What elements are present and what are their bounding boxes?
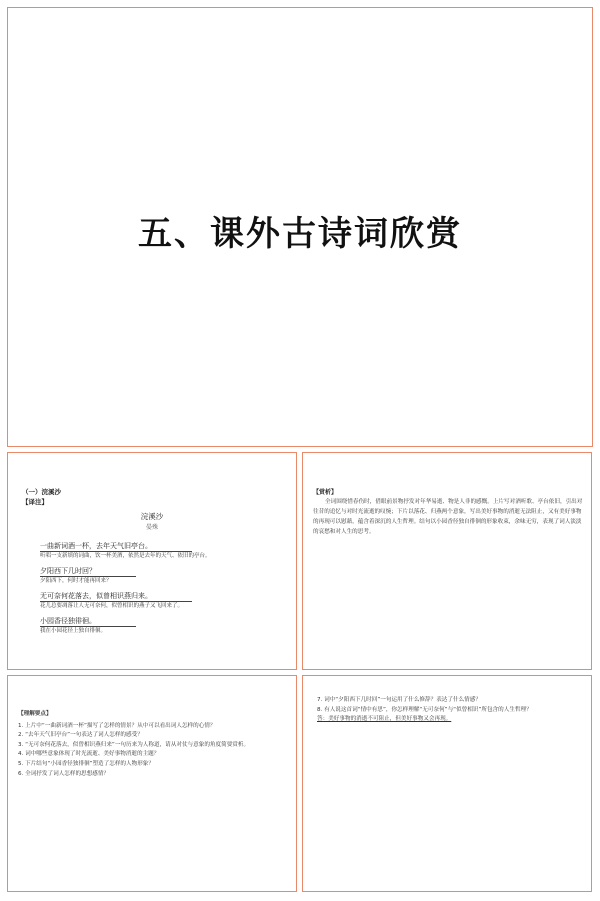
poem-line: 小园香径独徘徊。 — [40, 616, 136, 627]
questions-continued-slide — [302, 675, 592, 892]
title-slide — [7, 7, 593, 447]
poem-translation: 花儿总要凋落让人无可奈何，似曾相识的燕子又飞回来了。 — [40, 603, 184, 609]
poem-line-group — [40, 583, 290, 610]
poem-author: 晏殊 — [145, 524, 158, 531]
question-item: 7. 词中“夕阳西下几时回”一句运用了什么修辞？表达了什么情感？ — [317, 697, 481, 703]
question-item: 2. “去年天气旧亭台”一句表达了词人怎样的感受？ — [18, 732, 143, 739]
question-item: 5. 下片结句“小园香径独徘徊”塑造了怎样的人物形象？ — [18, 760, 154, 767]
question-list — [18, 710, 290, 779]
poem-line-group — [40, 533, 290, 560]
poem-slide — [7, 452, 297, 670]
questions-slide — [7, 675, 297, 892]
poem-line-group — [40, 558, 290, 585]
appreciation-label: 【赏析】 — [313, 489, 338, 496]
appreciation-text: 全词围绕惜春伤时，借眼前景物抒发对年华易逝、物是人非的感慨。上片写对酒听歌、亭台依旧，引出对往昔的追忆与对时光流逝的叹惋；下片以落花、归燕两个意象，写出美好事物的消逝无法阻止，又有美好事物的再现可以慰藉，蕴含着深沉的人生哲理。结句以小园香径独自徘徊的形象收束，余味无穷，表现了词人淡淡的哀愁和对人生的思考。 — [313, 499, 583, 535]
questions-label: 【理解要点】 — [18, 711, 52, 717]
poem-line: 夕阳西下几时回？ — [40, 566, 136, 577]
question-item: 1. 上片中“一曲新词酒一杯”描写了怎样的情景？从中可以看出词人怎样的心情？ — [18, 722, 216, 729]
poem-translation: 夕阳西下，何时才能再回来？ — [40, 578, 112, 584]
question-item: 3. “无可奈何花落去，似曾相识燕归来”一句历来为人称道，请从对仗与意象的角度简要赏析。 — [18, 741, 250, 748]
answer-text: 答：美好事物的消逝不可阻止，但美好事物又会再现。 — [317, 716, 452, 723]
question-item: 4. 词中哪些意象体现了时光流逝、美好事物消逝的主题？ — [18, 751, 160, 758]
poem-title: 浣溪沙 — [140, 512, 164, 521]
question-list — [317, 696, 583, 725]
poem-line-group — [40, 608, 290, 635]
slide-title: 五、课外古诗词欣赏 — [138, 214, 462, 254]
section-heading: （一）浣溪沙 — [22, 488, 61, 496]
question-item: 6. 全词抒发了词人怎样的思想感情？ — [18, 770, 110, 777]
poem-line: 无可奈何花落去，似曾相识燕归来。 — [40, 591, 192, 602]
question-item: 8. 有人说这首词“情中有思”，你怎样理解“无可奈何”与“似曾相识”所包含的人生哲理？ — [317, 706, 532, 713]
translation-label: 【译注】 — [22, 498, 48, 506]
appreciation-slide — [302, 452, 592, 670]
poem-translation: 听唱一支新填的词曲，饮一杯美酒，依然是去年的天气、依旧的亭台。 — [40, 553, 211, 559]
poem-translation: 我在小园花径上独自徘徊。 — [40, 628, 107, 634]
poem-line: 一曲新词酒一杯，去年天气旧亭台。 — [40, 541, 192, 552]
